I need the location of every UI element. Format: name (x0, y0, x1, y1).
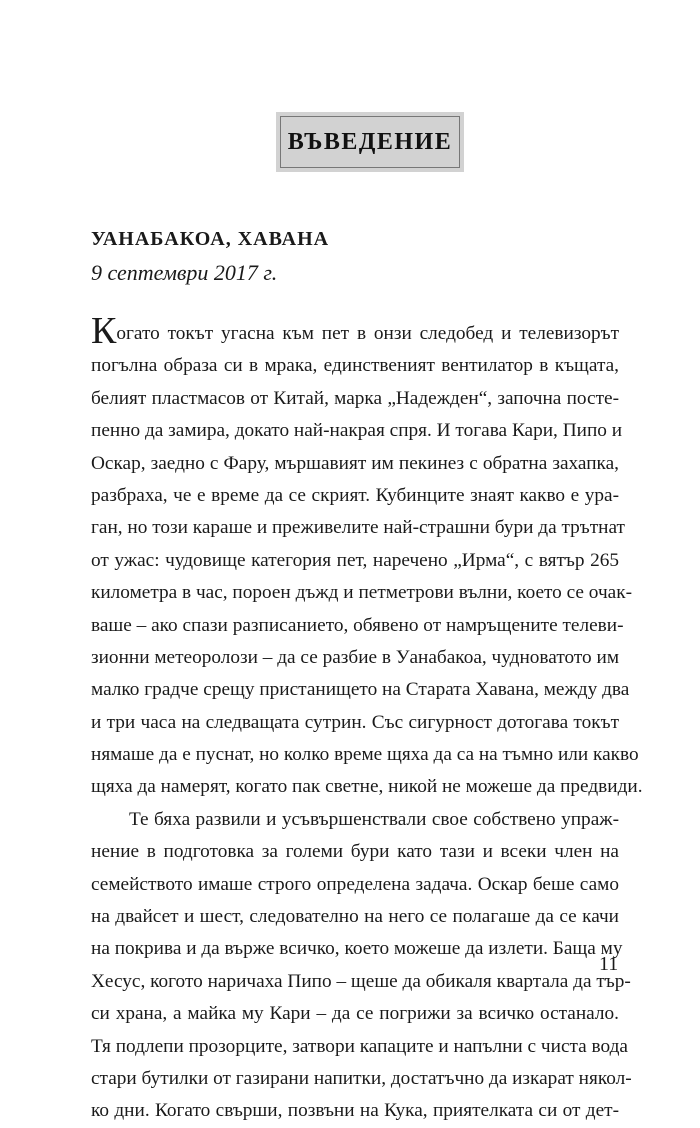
chapter-title-box (276, 112, 464, 172)
chapter-title: ВЪВЕДЕНИЕ (287, 128, 453, 155)
text-line: зионни метеоролози – да се разбие в Уанабакоа, чудноватото им (91, 646, 620, 668)
text-line: стари бутилки от газирани напитки, достатъчно да изкарат някол- (91, 1067, 632, 1089)
page-number: 11 (599, 953, 619, 975)
drop-cap: К (91, 310, 117, 352)
text-line: ко дни. Когато свърши, позвъни на Кука, приятелката си от дет- (91, 1100, 619, 1122)
text-line: щяха да намерят, когато пак светне, никой не можеше да предвиди. (91, 776, 643, 798)
text-line: Тя подлепи прозорците, затвори капаците и напълни с чиста вода (91, 1035, 628, 1057)
body-text (91, 310, 643, 1128)
place-heading: УАНАБАКОА, ХАВАНА (91, 228, 330, 250)
text-line: разбраха, че е време да се скрият. Кубинците знаят какво е ура- (91, 484, 619, 506)
text-line: нение в подготовка за големи бури като тази и всеки член на (91, 841, 619, 863)
text-line (91, 310, 619, 352)
text-line: Оскар, заедно с Фару, мършавият им пекинез с обратна захапка, (91, 452, 619, 474)
text-line: ган, но този караше и преживелите най-страшни бури да трътнат (91, 517, 625, 539)
text-line: Хесус, когото наричаха Пипо – щеше да обикаля квартала да тър- (91, 970, 631, 992)
text-line: семейството имаше строго определена задача. Оскар беше само (91, 873, 619, 895)
text-line: километра в час, пороен дъжд и петметрови вълни, което се очак- (91, 582, 632, 604)
text-line: и три часа на следващата сутрин. Със сигурност дотогава токът (91, 711, 619, 733)
date-subheading: 9 септември 2017 г. (91, 260, 278, 285)
text-line: на покрива и да върже всичко, което можеше да излети. Баща му (91, 938, 623, 960)
text-line: белият пластмасов от Китай, марка „Надежден“, започна посте- (91, 387, 619, 409)
text-line-content: огато токът угасна към пет в онзи следобед и телевизорът (116, 323, 619, 344)
text-line: си храна, а майка му Кари – да се погрижи за всичко останало. (91, 1003, 619, 1025)
text-line: погълна образа си в мрака, единственият вентилатор в къщата, (91, 355, 619, 377)
text-line: от ужас: чудовище категория пет, наречено „Ирма“, с вятър 265 (91, 549, 619, 571)
text-line: пенно да замира, докато най-накрая спря. И тогава Кари, Пипо и (91, 420, 623, 442)
text-line: ваше – ако спази разписанието, обявено от намръщените телеви- (91, 614, 624, 636)
text-line: Те бяха развили и усъвършенствали свое собствено упраж- (129, 808, 619, 830)
text-line: нямаше да е пуснат, но колко време щяха да са на тъмно или какво (91, 744, 639, 766)
text-line: на двайсет и шест, следователно на него се полагаше да се качи (91, 906, 619, 928)
text-line: малко градче срещу пристанището на Старата Хавана, между два (91, 679, 630, 701)
